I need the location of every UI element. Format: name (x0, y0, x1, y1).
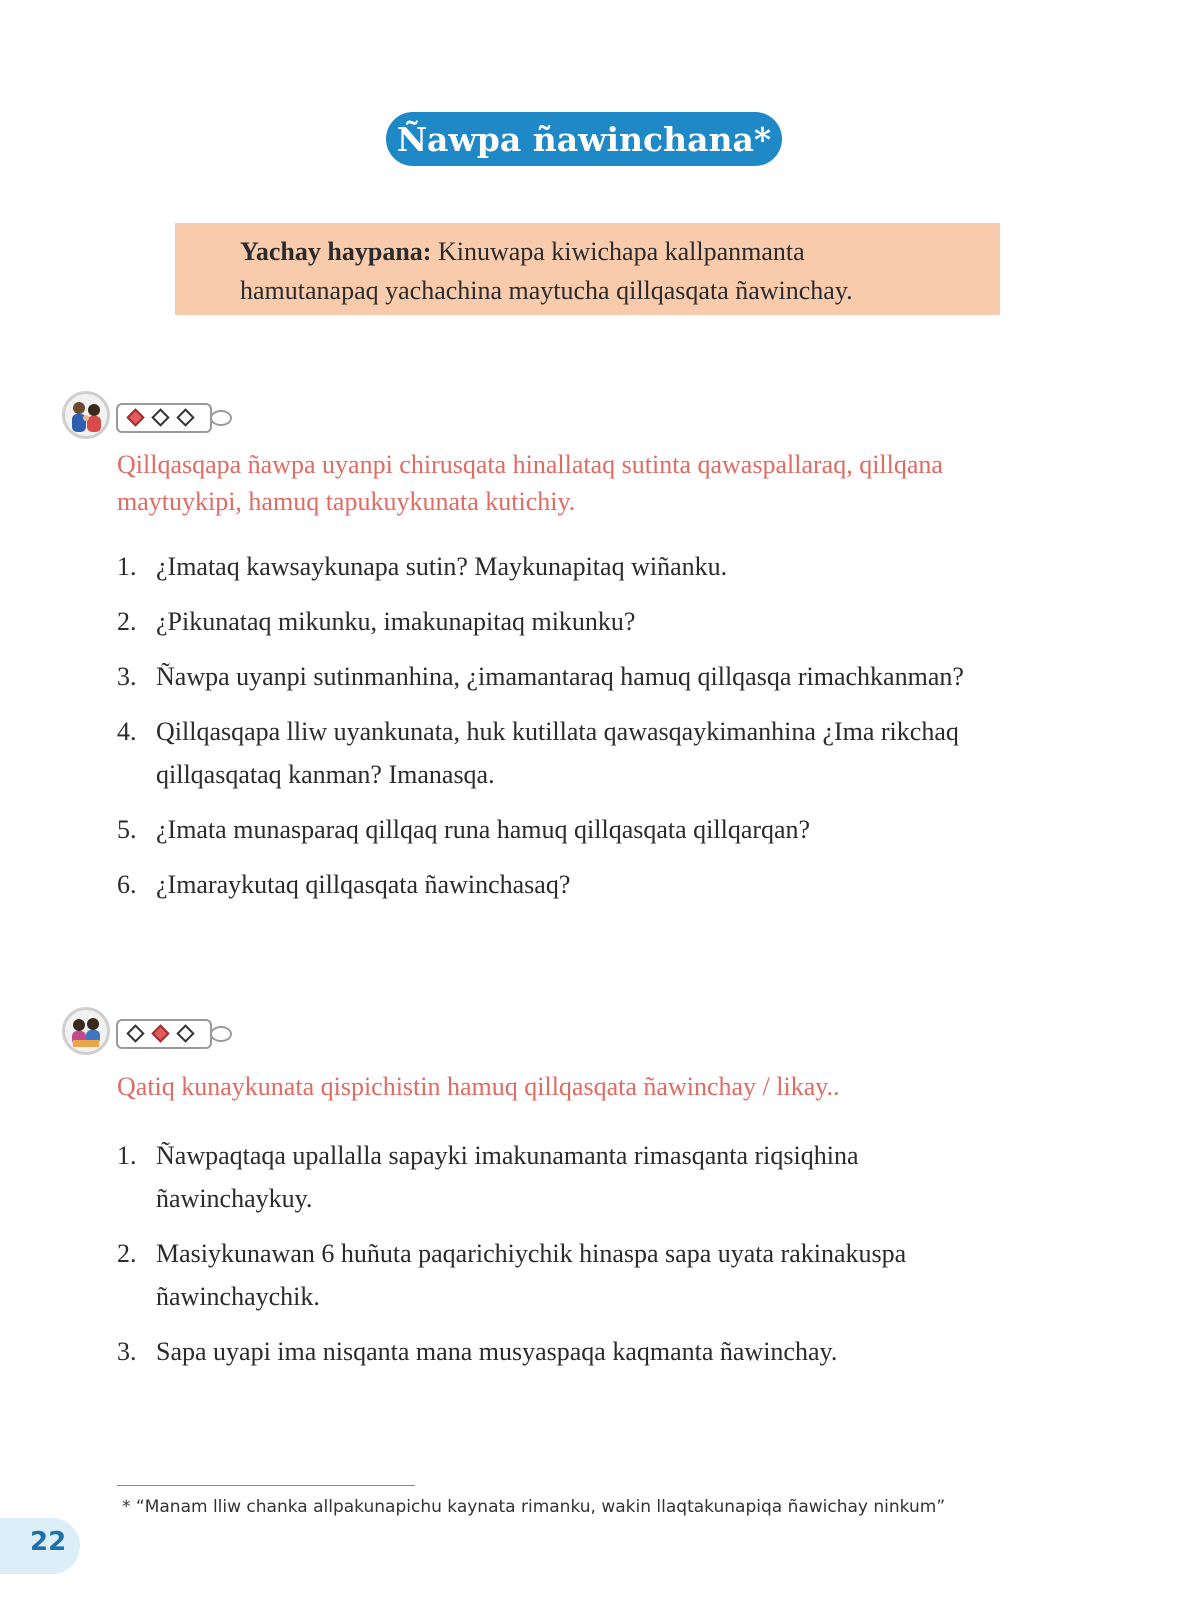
level-diamond-empty-icon (151, 408, 169, 426)
learning-goal-text (240, 232, 980, 310)
item-text: ¿Pikunataq mikunku, imakunapitaq mikunku? (156, 607, 636, 636)
learning-goal-line1: Kinuwapa kiwichapa kallpanmanta (431, 237, 805, 266)
item-number: 1. (117, 1141, 137, 1170)
section2-instruction: Qatiq kunaykunata qispichistin hamuq qillqasqata ñawinchay / likay.. (117, 1072, 840, 1101)
item-number: 6. (117, 870, 137, 899)
section2-badge (62, 1007, 242, 1063)
learning-goal-line2: hamutanapaq yachachina maytucha qillqasqata ñawinchay. (240, 276, 853, 305)
section1-question-list (117, 545, 1017, 906)
item-text: ¿Imaraykutaq qillqasqata ñawinchasaq? (156, 870, 571, 899)
list-item (117, 600, 1017, 643)
item-number: 2. (117, 607, 137, 636)
page-title: Ñawpa ñawinchana* (386, 112, 782, 166)
item-text: Ñawpaqtaqa upallalla sapayki imakunamanta rimasqanta riqsiqhina ñawinchaykuy. (156, 1141, 859, 1213)
page-number: 22 (30, 1527, 67, 1557)
list-item (117, 1134, 1017, 1220)
level-diamond-filled-icon (126, 408, 144, 426)
level-tag (116, 403, 212, 433)
level-diamond-empty-icon (126, 1024, 144, 1042)
item-text: Ñawpa uyanpi sutinmanhina, ¿imamantaraq hamuq qillqasqa rimachkanman? (156, 662, 964, 691)
level-tag (116, 1019, 212, 1049)
item-text: Sapa uyapi ima nisqanta mana musyaspaqa kaqmanta ñawinchay. (156, 1337, 838, 1366)
item-number: 3. (117, 1337, 137, 1366)
item-text: ¿Imataq kawsaykunapa sutin? Maykunapitaq wiñanku. (156, 552, 728, 581)
two-children-talking-icon (62, 391, 110, 439)
item-number: 2. (117, 1239, 137, 1268)
learning-goal-box (175, 223, 1000, 315)
item-text: Qillqasqapa lliw uyankunata, huk kutillata qawasqaykimanhina ¿Ima rikchaq qillqasqataq kanman? Imanasqa. (156, 717, 959, 789)
list-item (117, 710, 1017, 796)
section1-badge (62, 391, 242, 447)
footnote-divider (117, 1485, 415, 1486)
item-number: 1. (117, 552, 137, 581)
footnote: * “Manam lliw chanka allpakunapichu kaynata rimanku, wakin llaqtakunapiqa ñawichay ninkum” (122, 1497, 946, 1517)
section1-instruction: Qillqasqapa ñawpa uyanpi chirusqata hinallataq sutinta qawaspallaraq, qillqana maytuykipi, hamuq tapukuykunata kutichiy. (117, 450, 943, 516)
item-number: 3. (117, 662, 137, 691)
tag-hook-icon (210, 1026, 232, 1042)
list-item (117, 545, 1017, 588)
level-diamond-filled-icon (151, 1024, 169, 1042)
section2-question-list (117, 1134, 1017, 1373)
level-diamond-empty-icon (176, 408, 194, 426)
list-item (117, 655, 1017, 698)
item-number: 4. (117, 717, 137, 746)
list-item (117, 1330, 1017, 1373)
list-item (117, 863, 1017, 906)
level-diamond-empty-icon (176, 1024, 194, 1042)
list-item (117, 808, 1017, 851)
item-number: 5. (117, 815, 137, 844)
tag-hook-icon (210, 410, 232, 426)
learning-goal-label: Yachay haypana: (240, 237, 432, 266)
list-item (117, 1232, 1017, 1318)
children-reading-icon (62, 1007, 110, 1055)
item-text: Masiykunawan 6 huñuta paqarichiychik hinaspa sapa uyata rakinakuspa ñawinchaychik. (156, 1239, 907, 1311)
item-text: ¿Imata munasparaq qillqaq runa hamuq qillqasqata qillqarqan? (156, 815, 811, 844)
